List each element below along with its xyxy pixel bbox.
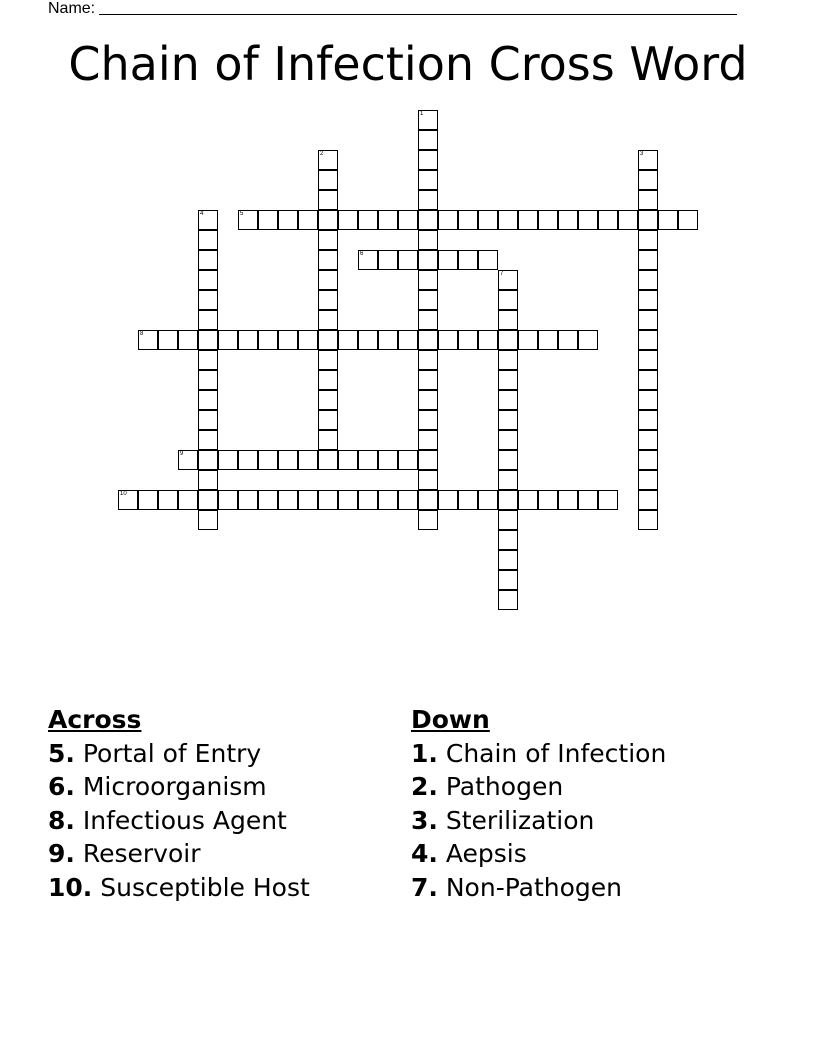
crossword-cell[interactable]: [498, 410, 518, 430]
clue-item: [48, 837, 310, 871]
across-heading: Across: [48, 705, 142, 734]
clue-item: [48, 804, 310, 838]
crossword-cell[interactable]: [458, 490, 478, 510]
cell-number: 7: [500, 271, 504, 277]
crossword-cell[interactable]: [418, 330, 438, 350]
crossword-cell[interactable]: [318, 170, 338, 190]
crossword-cell[interactable]: [498, 390, 518, 410]
crossword-cell[interactable]: [278, 330, 298, 350]
crossword-cell[interactable]: [418, 210, 438, 230]
crossword-cell[interactable]: [318, 190, 338, 210]
crossword-cell[interactable]: [418, 510, 438, 530]
crossword-cell[interactable]: [238, 210, 258, 230]
crossword-cell[interactable]: [298, 330, 318, 350]
clue-text: Susceptible Host: [100, 872, 310, 902]
crossword-cell[interactable]: [418, 130, 438, 150]
crossword-cell[interactable]: [298, 450, 318, 470]
crossword-cell[interactable]: [338, 210, 358, 230]
crossword-cell[interactable]: [398, 330, 418, 350]
clue-number: 10.: [48, 872, 93, 902]
crossword-cell[interactable]: [198, 510, 218, 530]
crossword-cell[interactable]: [318, 370, 338, 390]
cell-number: 9: [180, 451, 184, 457]
clue-item: [411, 737, 666, 771]
crossword-cell[interactable]: [418, 250, 438, 270]
crossword-cell[interactable]: [198, 390, 218, 410]
crossword-cell[interactable]: [538, 330, 558, 350]
crossword-cell[interactable]: [318, 310, 338, 330]
crossword-cell[interactable]: [198, 410, 218, 430]
cell-number: 3: [640, 151, 644, 157]
page-title: Chain of Infection Cross Word: [68, 37, 748, 91]
crossword-cell[interactable]: [598, 210, 618, 230]
clue-number: 8.: [48, 805, 75, 835]
crossword-cell[interactable]: [478, 330, 498, 350]
crossword-cell[interactable]: [638, 210, 658, 230]
crossword-cell[interactable]: [338, 490, 358, 510]
crossword-cell[interactable]: [638, 350, 658, 370]
clue-number: 5.: [48, 738, 75, 768]
crossword-cell[interactable]: [438, 330, 458, 350]
crossword-cell[interactable]: [498, 370, 518, 390]
crossword-cell[interactable]: [418, 150, 438, 170]
crossword-cell[interactable]: [418, 410, 438, 430]
crossword-cell[interactable]: [178, 450, 198, 470]
crossword-cell[interactable]: [438, 490, 458, 510]
crossword-cell[interactable]: [638, 190, 658, 210]
crossword-cell[interactable]: [498, 290, 518, 310]
crossword-cell[interactable]: [458, 210, 478, 230]
clue-text: Portal of Entry: [82, 738, 262, 768]
crossword-cell[interactable]: [498, 330, 518, 350]
clue-text: Sterilization: [445, 805, 595, 835]
crossword-cell[interactable]: [418, 350, 438, 370]
crossword-cell[interactable]: [158, 330, 178, 350]
crossword-cell[interactable]: [198, 290, 218, 310]
clue-text: Reservoir: [82, 839, 201, 868]
crossword-cell[interactable]: [498, 270, 518, 290]
crossword-cell[interactable]: [498, 570, 518, 590]
crossword-cell[interactable]: [418, 430, 438, 450]
clue-number: 1.: [411, 738, 438, 768]
crossword-cell[interactable]: [678, 210, 698, 230]
crossword-cell[interactable]: [578, 330, 598, 350]
clue-number: 7.: [411, 872, 438, 902]
crossword-cell[interactable]: [498, 430, 518, 450]
crossword-cell[interactable]: [198, 370, 218, 390]
crossword-cell[interactable]: [218, 450, 238, 470]
crossword-cell[interactable]: [118, 490, 138, 510]
crossword-cell[interactable]: [638, 410, 658, 430]
crossword-cell[interactable]: [638, 510, 658, 530]
crossword-cell[interactable]: [358, 210, 378, 230]
crossword-cell[interactable]: [498, 310, 518, 330]
crossword-cell[interactable]: [138, 330, 158, 350]
crossword-cell[interactable]: [318, 390, 338, 410]
crossword-cell[interactable]: [278, 450, 298, 470]
crossword-cell[interactable]: [478, 490, 498, 510]
crossword-cell[interactable]: [498, 210, 518, 230]
crossword-cell[interactable]: [418, 370, 438, 390]
crossword-cell[interactable]: [638, 490, 658, 510]
crossword-cell[interactable]: [398, 250, 418, 270]
crossword-cell[interactable]: [198, 270, 218, 290]
crossword-cell[interactable]: [198, 470, 218, 490]
cell-number: 2: [320, 151, 324, 157]
crossword-cell[interactable]: [498, 350, 518, 370]
crossword-cell[interactable]: [258, 330, 278, 350]
crossword-cell[interactable]: [318, 430, 338, 450]
crossword-cell[interactable]: [198, 230, 218, 250]
crossword-cell[interactable]: [378, 490, 398, 510]
down-heading: Down: [411, 705, 490, 734]
clue-text: Non-Pathogen: [445, 872, 623, 902]
clue-item: [48, 770, 310, 804]
clue-item: [48, 737, 310, 771]
crossword-cell[interactable]: [218, 330, 238, 350]
crossword-cell[interactable]: [438, 210, 458, 230]
crossword-cell[interactable]: [198, 430, 218, 450]
crossword-cell[interactable]: [498, 470, 518, 490]
crossword-cell[interactable]: [498, 530, 518, 550]
crossword-cell[interactable]: [278, 210, 298, 230]
crossword-cell[interactable]: [498, 490, 518, 510]
crossword-cell[interactable]: [498, 510, 518, 530]
crossword-cell[interactable]: [418, 310, 438, 330]
crossword-cell[interactable]: [558, 330, 578, 350]
down-clues: [411, 703, 666, 904]
crossword-cell[interactable]: [518, 210, 538, 230]
crossword-cell[interactable]: [418, 190, 438, 210]
crossword-cell[interactable]: [378, 250, 398, 270]
crossword-cell[interactable]: [418, 230, 438, 250]
crossword-cell[interactable]: [638, 230, 658, 250]
crossword-cell[interactable]: [358, 450, 378, 470]
crossword-cell[interactable]: [478, 250, 498, 270]
clue-text: Infectious Agent: [82, 805, 287, 835]
crossword-cell[interactable]: [258, 490, 278, 510]
clue-text: Microorganism: [82, 772, 267, 801]
clue-number: 4.: [411, 839, 438, 868]
crossword-cell[interactable]: [658, 210, 678, 230]
crossword-cell[interactable]: [458, 330, 478, 350]
crossword-cell[interactable]: [318, 450, 338, 470]
crossword-cell[interactable]: [198, 490, 218, 510]
crossword-cell[interactable]: [318, 490, 338, 510]
crossword-cell[interactable]: [318, 230, 338, 250]
clue-item: [48, 871, 310, 905]
cell-number: 1: [420, 111, 424, 117]
crossword-cell[interactable]: [338, 330, 358, 350]
crossword-cell[interactable]: [418, 470, 438, 490]
cell-number: 4: [200, 211, 204, 217]
crossword-cell[interactable]: [638, 290, 658, 310]
crossword-cell[interactable]: [418, 490, 438, 510]
crossword-cell[interactable]: [418, 390, 438, 410]
crossword-cell[interactable]: [378, 210, 398, 230]
crossword-cell[interactable]: [578, 210, 598, 230]
crossword-cell[interactable]: [578, 490, 598, 510]
crossword-cell[interactable]: [518, 330, 538, 350]
crossword-cell[interactable]: [478, 210, 498, 230]
crossword-cell[interactable]: [178, 330, 198, 350]
crossword-cell[interactable]: [318, 330, 338, 350]
crossword-cell[interactable]: [518, 490, 538, 510]
crossword-cell[interactable]: [238, 490, 258, 510]
crossword-cell[interactable]: [498, 550, 518, 570]
crossword-cell[interactable]: [318, 150, 338, 170]
crossword-cell[interactable]: [498, 450, 518, 470]
crossword-cell[interactable]: [278, 490, 298, 510]
clue-item: [411, 837, 666, 871]
crossword-cell[interactable]: [318, 290, 338, 310]
crossword-cell[interactable]: [638, 150, 658, 170]
crossword-cell[interactable]: [598, 490, 618, 510]
name-label: Name:: [48, 0, 96, 17]
crossword-cell[interactable]: [258, 210, 278, 230]
crossword-cell[interactable]: [358, 330, 378, 350]
clue-item: [411, 770, 666, 804]
clue-item: [411, 804, 666, 838]
across-clues: [48, 703, 310, 904]
crossword-cell[interactable]: [318, 410, 338, 430]
crossword-cell[interactable]: [558, 210, 578, 230]
crossword-cell[interactable]: [298, 210, 318, 230]
crossword-cell[interactable]: [198, 310, 218, 330]
clue-text: Aepsis: [445, 839, 527, 868]
crossword-cell[interactable]: [218, 490, 238, 510]
crossword-cell[interactable]: [318, 270, 338, 290]
crossword-cell[interactable]: [358, 490, 378, 510]
crossword-cell[interactable]: [458, 250, 478, 270]
crossword-cell[interactable]: [378, 330, 398, 350]
crossword-cell[interactable]: [198, 330, 218, 350]
crossword-cell[interactable]: [538, 210, 558, 230]
crossword-cell[interactable]: [438, 250, 458, 270]
crossword-cell[interactable]: [638, 250, 658, 270]
crossword-cell[interactable]: [238, 450, 258, 470]
crossword-cell[interactable]: [298, 490, 318, 510]
crossword-cell[interactable]: [398, 490, 418, 510]
crossword-cell[interactable]: [198, 350, 218, 370]
cell-number: 5: [240, 211, 244, 217]
crossword-cell[interactable]: [638, 390, 658, 410]
clue-item: [411, 871, 666, 905]
crossword-cell[interactable]: [138, 490, 158, 510]
crossword-cell[interactable]: [258, 450, 278, 470]
crossword-cell[interactable]: [398, 450, 418, 470]
crossword-cell[interactable]: [638, 450, 658, 470]
cell-number: 8: [140, 331, 144, 337]
crossword-cell[interactable]: [198, 210, 218, 230]
crossword-cell[interactable]: [638, 370, 658, 390]
crossword-cell[interactable]: [498, 590, 518, 610]
crossword-cell[interactable]: [338, 450, 358, 470]
crossword-cell[interactable]: [238, 330, 258, 350]
clue-number: 6.: [48, 772, 75, 801]
clue-text: Chain of Infection: [445, 738, 667, 768]
crossword-cell[interactable]: [158, 490, 178, 510]
crossword-cell[interactable]: [418, 110, 438, 130]
crossword-cell[interactable]: [638, 470, 658, 490]
crossword-cell[interactable]: [418, 450, 438, 470]
crossword-cell[interactable]: [418, 170, 438, 190]
crossword-cell[interactable]: [378, 450, 398, 470]
cell-number: 10: [120, 491, 127, 497]
clue-text: Pathogen: [445, 772, 564, 801]
crossword-cell[interactable]: [638, 330, 658, 350]
crossword-cell[interactable]: [418, 270, 438, 290]
crossword-cell[interactable]: [638, 270, 658, 290]
crossword-cell[interactable]: [318, 250, 338, 270]
crossword-cell[interactable]: [558, 490, 578, 510]
crossword-cell[interactable]: [418, 290, 438, 310]
crossword-cell[interactable]: [358, 250, 378, 270]
crossword-cell[interactable]: [198, 450, 218, 470]
crossword-cell[interactable]: [538, 490, 558, 510]
crossword-cell[interactable]: [618, 210, 638, 230]
cell-number: 6: [360, 251, 364, 257]
crossword-cell[interactable]: [198, 250, 218, 270]
crossword-cell[interactable]: [178, 490, 198, 510]
crossword-cell[interactable]: [638, 310, 658, 330]
crossword-cell[interactable]: [318, 350, 338, 370]
clue-number: 3.: [411, 805, 438, 835]
crossword-cell[interactable]: [398, 210, 418, 230]
crossword-cell[interactable]: [638, 170, 658, 190]
crossword-cell[interactable]: [638, 430, 658, 450]
clue-number: 2.: [411, 772, 438, 801]
crossword-cell[interactable]: [318, 210, 338, 230]
clue-number: 9.: [48, 839, 75, 868]
